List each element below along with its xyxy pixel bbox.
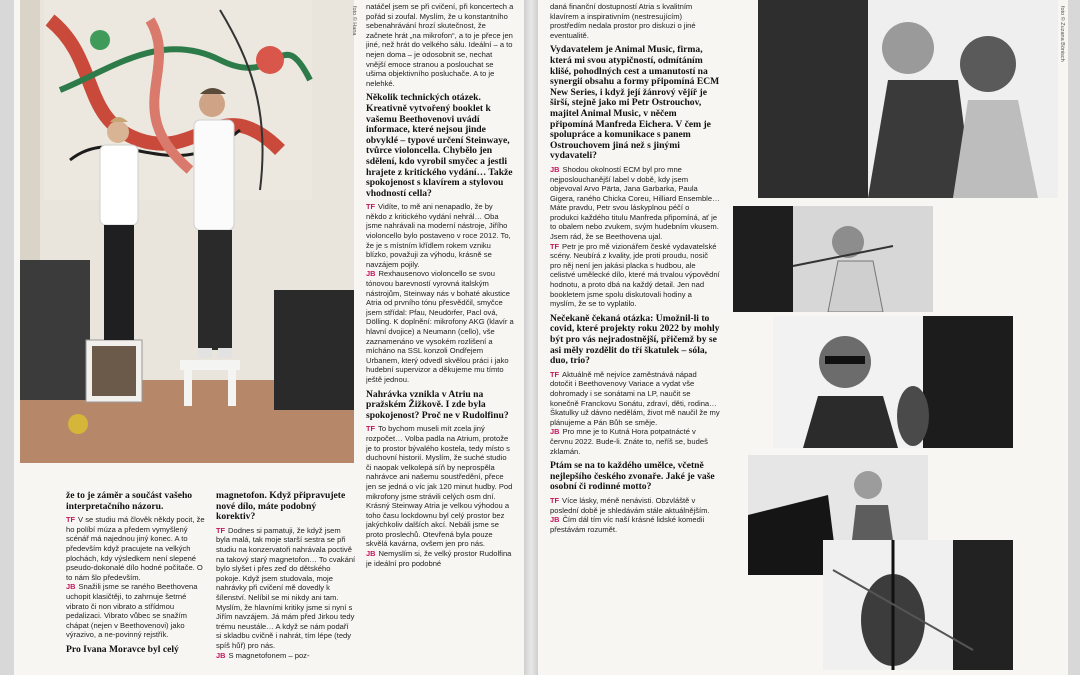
cello-closeup-photo: [823, 540, 1013, 670]
right-column-1: [550, 2, 720, 675]
speaker-initials: TF: [550, 241, 560, 251]
rehearsal-photo-1-illustration: [758, 0, 1058, 198]
interview-answer: [366, 549, 514, 568]
speaker-initials: TF: [216, 525, 226, 535]
interview-answer: [216, 651, 356, 661]
speaker-initials: TF: [66, 515, 76, 525]
duo-portrait-illustration: [20, 0, 354, 463]
answer-text: Aktuálně mě nejvíce zaměstnává nápad dotočit i Beethovenovy Variace a vydat vše dohromady i se sonátami na LP, naučit se konečně Franckovu Sonátu, zdraví, děti, rodina… Škatulky už dávno nedělám, život mě naučil že my plánujeme a Pán Bůh se směje.: [550, 369, 720, 427]
interview-answer: [366, 269, 514, 384]
speaker-initials: JB: [366, 269, 376, 279]
interview-question: Několik technických otázek. Kreativně vytvořený booklet k vašemu Beethovenovi uvádí informace, které nejsou jinde obvyklé – typové určení Steinwaye, tvůrce violoncella. Chybělo jen sdělení, kdo vyrobil smyčec a jestli hrajete z kritického vydání… Takže spokojenost s klavírem a stylovou vhodností cella?: [366, 92, 513, 199]
speaker-initials: JB: [366, 549, 376, 559]
duo-glasses-photo: [773, 316, 1013, 448]
left-column-3: [366, 2, 514, 675]
left-magazine-page: [14, 0, 524, 675]
spine-gutter: [524, 0, 538, 675]
speaker-initials: JB: [550, 515, 560, 525]
answer-text: daná finanční dostupností Atria s kvalitním klavírem a inspirativním (nestresujícím) prostředím nedala prostor pro diskuzi o jiné eventualitě.: [550, 2, 696, 40]
interview-answer: [550, 165, 720, 242]
answer-text: Snažili jsme se raného Beethovena uchopit klasičtěji, to zahrnuje šetrné vibrato či non vibrato a střídmou pedalizaci. Vibrato vůbec se snažím chápat (nejen v Beethovenovi) jako výrazivo, a ne-povinný rejstřík.: [66, 582, 198, 640]
answer-text: Více lásky, méně nenávisti. Obzvláště v poslední době je shledávám stále aktuálnějším.: [550, 495, 710, 515]
speaker-initials: JB: [216, 650, 226, 660]
interview-answer: [550, 370, 720, 428]
duo-portrait-photo: [20, 0, 354, 463]
answer-text: S magnetofonem – poz-: [228, 650, 310, 660]
duo-rehearsal-photo-1: [758, 0, 1058, 198]
speaker-initials: TF: [550, 369, 560, 379]
interview-answer: [366, 202, 514, 269]
interview-question: Pro Ivana Moravce byl celý: [66, 643, 179, 655]
duo-glasses-photo-illustration: [773, 316, 1013, 448]
answer-text: Shodou okolností ECM byl pro mne nejposlouchanější label v době, kdy jsem objevoval Arvo Pärta, Jana Garbarka, Paula Gigera, raného Chicka Coreu, Hilliard Ensemble… Máte pravdu, Petr svou láskyplnou péčí o produkci každého titulu Manfreda připomíná, ať je to obalem nebo zvukem, svým hudebním vkusem. Jsem rád, že se Beethovena ujal.: [550, 164, 720, 242]
left-column-2: [216, 486, 356, 675]
answer-text: Nemyslím si, že velký prostor Rudolfina je ideální pro podobné: [366, 549, 512, 568]
speaker-initials: TF: [366, 202, 376, 212]
interview-answer: [550, 242, 720, 309]
speaker-initials: JB: [550, 427, 560, 437]
answer-text: Rexhausenovo violoncello se svou tónovou barevností vyrovná italským nástrojům, Steinway nás v bohaté akustice Atria od prvního tónu přesvědčil, smyčce jsem střídal: Pfau, Neudörfer, Pacl ová, Dölling. K doplnění: mikrofony AKG (klavír a hlavní dvojice) a Neumann (cello), vše zaznamenáno ve vysokém rozlišení a mícháno na SSL konzoli Ondřejem Urbanem, který odvedl skvělou práci i jako hudební supervizor a děkujeme mu tímto ještě jednou.: [366, 269, 514, 384]
interview-answer: [216, 526, 356, 651]
photo-credit-left: foto © Hana: [351, 6, 357, 36]
interview-question: Vydavatelem je Animal Music, firma, která mi svou atypičností, odmítáním klišé, pohodlných cest a umanutostí na synergii obsahu a formy připomíná ECM New Series, i když její žánrový vějíř je širší, stejně jako mi Petr Ostrouchov, majitel Animal Music, v něčem připomíná Manfreda Eichera. V čem je spolupráce a komunikace s panem Ostrouchovem jiná než s jinými vydavateli?: [550, 44, 720, 162]
speaker-initials: TF: [550, 495, 560, 505]
interview-question: Ptám se na to každého umělce, včetně nejlepšího českého zvonaře. Jaké je vaše osobní či rodinné motto?: [550, 460, 715, 493]
photo-credit-right: foto © Zuzana Bönisch: [1059, 6, 1065, 62]
interview-answer: [550, 515, 720, 534]
interview-answer: [366, 424, 514, 549]
speaker-initials: JB: [550, 164, 560, 174]
interview-answer: [366, 2, 514, 88]
interview-answer: [550, 2, 720, 40]
answer-text: Pro mne je to Kutná Hora potpatnácté v červnu 2022. Bude-li. Znáte to, neříš se, budeš zklamán.: [550, 427, 708, 456]
interview-answer: [66, 515, 206, 582]
speaker-initials: TF: [366, 424, 376, 434]
answer-text: Vidíte, to mě ani nenapadlo, že by někdo z kritického vydání nehrál… Oba jsme nahrávali na moderní nástroje, Jiřího violoncello bylo postaveno v roce 2012. To, že je s místním křídlem rokem vzniku blízko, považuji za výhodu, krásně se navzájem pojily.: [366, 202, 511, 269]
speaker-initials: JB: [66, 582, 76, 592]
left-column-1: [66, 486, 206, 675]
right-magazine-page: [538, 0, 1068, 675]
cellist-photo: [733, 206, 933, 312]
answer-text: V se studiu má člověk někdy pocit, že ho políbí múza a předem vymyšlený scénář má najednou jiný konec. A to především když pracujete na velkých plochách, kdy výsledkem není slepené pseudo-dokonalé dílo hodné počítače. O to nám šlo především.: [66, 515, 205, 582]
answer-text: natáčel jsem se při cvičení, při koncertech a pořád si zoufal. Myslím, že u konstantního sebenahrávání hrozí skutečnost, že začnete hrát „na mikrofon“, a to je přece jen jiné, než hrát do velkého sálu. Ideální – a to nejen doma – je odosobnit se, nechat vnější emoce stranou a poslouchat se ušima objektivního posluchače. A to je nelehké.: [366, 2, 514, 88]
interview-answer: [550, 427, 720, 456]
interview-question: magnetofon. Když připravujete nové dílo, máte podobný korektiv?: [216, 490, 346, 523]
interview-question: Nečekaně čekaná otázka: Umožnil-li to covid, které projekty roku 2022 by mohly být pro vás nejradostnější, přičemž by se asi měly rozdělit do tří škatulek – sóla, duo, trio?: [550, 312, 720, 367]
cellist-photo-illustration: [733, 206, 933, 312]
interview-question: Nahrávka vznikla v Atriu na pražském Žižkově. I zde byla spokojenost? Proč ne v Rudolfinu?: [366, 388, 509, 421]
answer-text: Čím dál tím víc naší krásné lidské komedii přestávám rozumět.: [550, 515, 705, 534]
answer-text: To bychom museli mít zcela jiný rozpočet… Volba padla na Atrium, protože je to prostor bývalého kostela, tedy místo s duchovní historií. Myslím, že suché studio či naopak velkolepá síň by neprospěla nahrávce ani našemu soustředění, přece jen se jedná o víc jak 120 minut hudby. Pod mikrofony jsme strávili celých osm dní. Krásný Steinway Atria je velkou výhodou a toho času lockdownu byl celý prostor bez jakýchkoliv dalších akcí. Nebáli jsme se proto proslechů. Otevřená byla pouze skvělá kavárna, ovšem jen pro nás.: [366, 424, 513, 549]
interview-answer: [66, 582, 206, 640]
interview-answer: [550, 496, 720, 515]
answer-text: Dodnes si pamatuji, že když jsem byla malá, tak moje starší sestra se při studiu na konzervatoři nahrávala poctivě na takový starý magnetofon… To cvakání bylo slyšet i přes zeď do dětského pokoje. Když jsem studovala, moje nahrávky při cvičení mě dovedly k šílenství. Nelíbil se mi nikdy ani tam. Myslím, že hlavními kritiky jsme si nyní s Jiřím navzájem. Já mám před Jirkou tedy trému neustále… A když se nám podaří si skladbu cvičně i nahrát, tím lépe (tedy spíš hůř) pro nás.: [216, 525, 356, 650]
cello-closeup-photo-illustration: [823, 540, 1013, 670]
answer-text: Petr je pro mě vizionářem české vydavatelské scény. Neubírá z kvality, jde proti proudu, nosič pro něj není jen jakási placka s hudbou, ale celistvé umělecké dílo, které má trvalou výpovědní hodnotu, a proto dbá na každý detail. Jen nad bookletem jsme spolu diskutovali hodiny a myslím, že se to vyplatilo.: [550, 241, 720, 309]
interview-question: že to je záměr a součást vašeho interpretačního názoru.: [66, 490, 193, 512]
